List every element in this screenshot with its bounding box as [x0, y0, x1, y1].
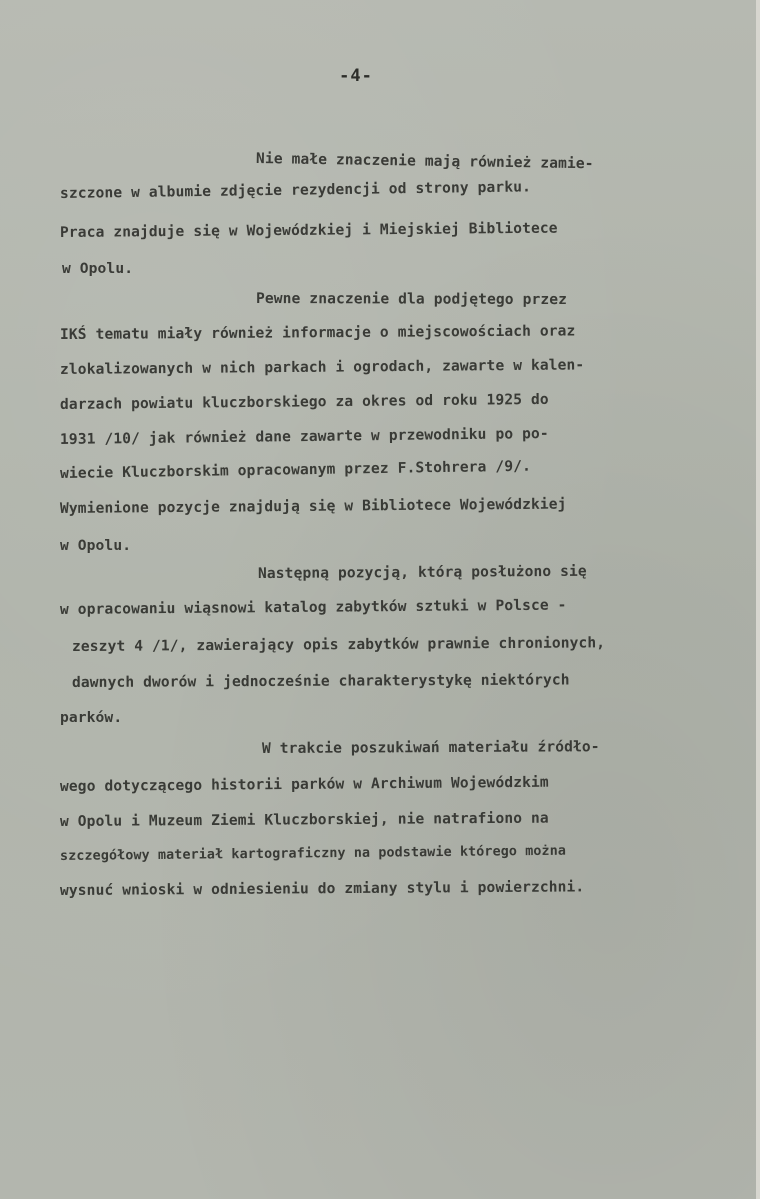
text-line: w opracowaniu wiąsnowi katalog zabytków sztuki w Polsce - [59, 596, 567, 618]
text-line: Następną pozycją, którą posłużono się [257, 562, 587, 582]
text-line: darzach powiatu kluczborskiego za okres od roku 1925 do [59, 390, 549, 413]
text-line: 1931 /10/ jak również dane zawarte w przewodniku po po- [59, 425, 549, 448]
text-line: w Opolu. [60, 537, 132, 554]
text-line: Pewne znaczenie dla podjętego przez [255, 290, 568, 309]
text-line: szczone w albumie zdjęcie rezydencji od strony parku. [59, 178, 532, 202]
text-line: Nie małe znaczenie mają również zamie- [255, 150, 594, 173]
text-line: zeszyt 4 /1/, zawierający opis zabytków prawnie chronionych, [71, 634, 606, 655]
page-edge [756, 0, 760, 1199]
text-line: wysnuć wnioski w odniesieniu do zmiany stylu i powierzchni. [59, 878, 585, 899]
text-line: wiecie Kluczborskim opracowanym przez F.Stohrera /9/. [59, 457, 532, 482]
text-line: w Opolu i Muzeum Ziemi Kluczborskiej, nie natrafiono na [59, 809, 549, 830]
text-line: szczegółowy materiał kartograficzny na podstawie którego można [59, 843, 567, 864]
text-line: parków. [60, 709, 123, 726]
text-line: dawnych dworów i jednocześnie charakterystykę niektórych [71, 671, 570, 691]
text-line: w Opolu. [62, 260, 134, 277]
page-number: -4- [339, 66, 373, 86]
text-line: W trakcie poszukiwań materiału źródło- [261, 738, 600, 757]
text-line: wego dotyczącego historii parków w Archiwum Wojewódzkim [59, 773, 549, 795]
text-line: IKŚ tematu miały również informacje o miejscowościach oraz [59, 322, 576, 343]
text-line: Wymienione pozycje znajdują się w Bibliotece Wojewódzkiej [59, 495, 567, 517]
text-line: zlokalizowanych w nich parkach i ogrodach, zawarte w kalen- [59, 356, 585, 378]
text-line: Praca znajduje się w Wojewódzkiej i Miejskiej Bibliotece [59, 219, 558, 241]
